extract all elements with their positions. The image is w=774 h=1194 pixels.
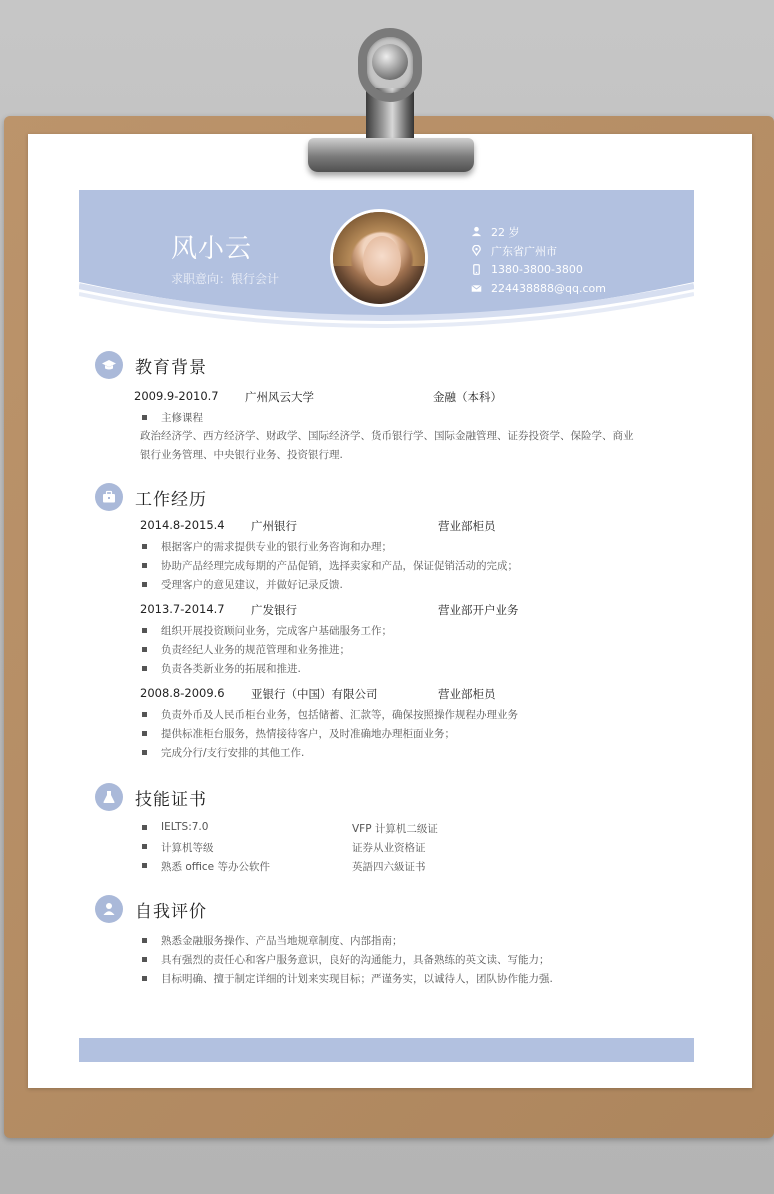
clip-knob — [372, 44, 408, 80]
job-row — [95, 518, 695, 537]
duty-text: 负责经纪人业务的规范管理和业务推进； — [161, 644, 350, 656]
duty-text: 受理客户的意见建议，并做好记录反馈. — [161, 579, 343, 591]
job-role: 营业部柜员 — [438, 519, 496, 533]
contact-text: 22 岁 — [491, 225, 520, 239]
section-header — [95, 483, 695, 511]
skill-row — [95, 856, 695, 875]
list-item — [95, 931, 695, 950]
skill-row — [95, 818, 695, 837]
location-icon — [469, 245, 483, 257]
skill-item: IELTS:7.0 — [161, 821, 209, 833]
courses-label: 主修课程 — [161, 412, 203, 424]
list-item — [95, 969, 695, 988]
duty-text: 完成分行/支行安排的其他工作. — [161, 747, 305, 759]
courses-line: 银行业务管理、中央银行业务、投资银行理. — [140, 449, 343, 461]
education-row — [95, 389, 695, 408]
company-name: 亚银行（中国）有限公司 — [251, 687, 378, 701]
skills-section — [95, 783, 695, 875]
flask-icon — [95, 783, 123, 811]
list-item — [95, 621, 695, 640]
job-period: 2014.8-2015.4 — [140, 518, 225, 532]
courses-line: 政治经济学、西方经济学、财政学、国际经济学、货币银行学、国际金融管理、证券投资学、保险学、商业 — [140, 430, 634, 442]
list-item — [95, 537, 695, 556]
contact-text: 1380-3800-3800 — [491, 263, 583, 276]
list-item — [95, 640, 695, 659]
company-name: 广州银行 — [251, 519, 297, 533]
user-icon — [469, 226, 483, 238]
job-entry — [95, 602, 695, 678]
skill-item: 计算机等级 — [161, 842, 214, 854]
list-item — [95, 659, 695, 678]
skill-item: 熟悉 office 等办公软件 — [161, 861, 270, 873]
phone-icon — [469, 264, 483, 276]
profile-photo — [330, 209, 428, 307]
list-item — [95, 724, 695, 743]
section-header — [95, 895, 695, 923]
section-title: 教育背景 — [135, 357, 207, 378]
briefcase-icon — [95, 483, 123, 511]
section-header — [95, 783, 695, 811]
list-item — [95, 950, 695, 969]
resume-header — [79, 190, 694, 340]
job-row — [95, 602, 695, 621]
job-role: 营业部开户业务 — [438, 603, 519, 617]
duty-text: 根据客户的需求提供专业的银行业务咨询和办理； — [161, 541, 392, 553]
evaluation-text: 目标明确、擅于制定详细的计划来实现目标；严谨务实，以诚待人，团队协作能力强. — [161, 973, 553, 985]
duty-text: 负责各类新业务的拓展和推进. — [161, 663, 301, 675]
job-entry — [95, 686, 695, 762]
contact-age — [469, 222, 606, 241]
duty-text: 负责外币及人民币柜台业务，包括储蓄、汇款等，确保按照操作规程办理业务 — [161, 709, 518, 721]
evaluation-text: 具有强烈的责任心和客户服务意识，良好的沟通能力，具备熟练的英文读、写能力； — [161, 954, 550, 966]
skill-row — [95, 837, 695, 856]
section-title: 技能证书 — [135, 789, 207, 810]
skill-item: 证券从业资格证 — [352, 842, 426, 854]
list-item — [95, 575, 695, 594]
candidate-name: 风小云 — [171, 234, 253, 264]
list-item — [95, 408, 695, 427]
self-evaluation-section — [95, 895, 695, 988]
list-item — [95, 743, 695, 762]
contact-phone — [469, 260, 606, 279]
graduation-cap-icon — [95, 351, 123, 379]
education-period: 2009.9-2010.7 — [134, 389, 219, 403]
section-title: 工作经历 — [135, 489, 207, 510]
duty-text: 协助产品经理完成每期的产品促销，选择卖家和产品，保证促销活动的完成； — [161, 560, 518, 572]
job-period: 2008.8-2009.6 — [140, 686, 225, 700]
company-name: 广发银行 — [251, 603, 297, 617]
contact-email — [469, 279, 606, 298]
skill-item: 英語四六級证书 — [352, 861, 426, 873]
person-icon — [95, 895, 123, 923]
school-name: 广州风云大学 — [245, 390, 314, 404]
job-row — [95, 686, 695, 705]
job-entry — [95, 518, 695, 594]
skill-item: VFP 计算机二级证 — [352, 823, 438, 835]
job-role: 营业部柜员 — [438, 687, 496, 701]
list-item — [95, 705, 695, 724]
duty-text: 提供标准柜台服务，热情接待客户，及时准确地办理柜面业务； — [161, 728, 455, 740]
footer-band — [79, 1038, 694, 1062]
binder-clip — [308, 138, 474, 172]
section-header — [95, 351, 695, 379]
duty-text: 组织开展投资顾问业务，完成客户基础服务工作； — [161, 625, 392, 637]
mail-icon — [469, 283, 483, 295]
major: 金融（本科） — [433, 390, 502, 404]
list-item — [95, 556, 695, 575]
contact-text: 224438888@qq.com — [491, 282, 606, 295]
job-period: 2013.7-2014.7 — [140, 602, 225, 616]
contact-list — [469, 222, 606, 298]
work-section — [95, 483, 695, 762]
education-section — [95, 351, 695, 465]
contact-location — [469, 241, 606, 260]
job-intent: 求职意向：银行会计 — [171, 272, 280, 286]
evaluation-text: 熟悉金融服务操作、产品当地规章制度、内部指南； — [161, 935, 403, 947]
section-title: 自我评价 — [135, 901, 207, 922]
contact-text: 广东省广州市 — [491, 244, 557, 258]
courses-text — [95, 427, 695, 465]
